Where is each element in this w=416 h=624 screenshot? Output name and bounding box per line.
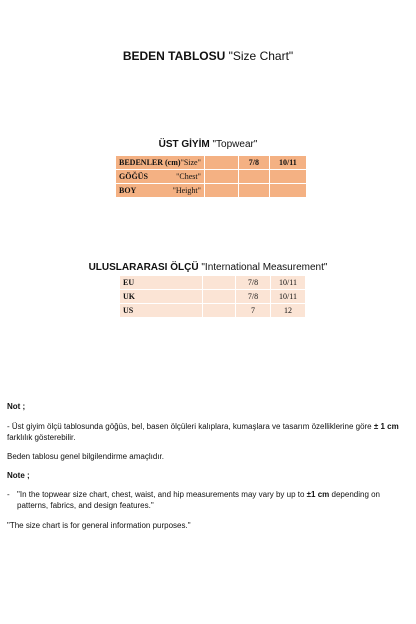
table-cell-empty <box>203 290 236 304</box>
tolerance-bold-en: ±1 cm <box>306 490 330 499</box>
international-heading-plain: "International Measurement" <box>201 262 328 273</box>
table-cell-value: 7/8 <box>236 290 271 304</box>
table-cell-label: US <box>120 304 203 318</box>
turkish-note-line: - Üst giyim ölçü tablosunda göğüs, bel, basen ölçüleri kalıplara, kumaşlara ve tasarım özelliklerine göre ± 1 cm farklılık gösterebilir. <box>7 422 399 442</box>
topwear-size-table <box>115 155 307 198</box>
table-row <box>116 184 307 198</box>
table-cell-value: 10/11 <box>271 276 306 290</box>
turkish-notes <box>7 401 403 531</box>
table-cell-value: 10/11 <box>269 156 306 170</box>
topwear-heading-plain: "Topwear" <box>212 139 258 150</box>
english-info-line: "The size chart is for general information purposes." <box>7 521 191 530</box>
tolerance-bold: ± 1 cm <box>373 422 399 431</box>
table-cell-value: 7 <box>236 304 271 318</box>
table-cell-value: 7/8 <box>238 156 269 170</box>
table-cell-empty <box>203 304 236 318</box>
page-title-bold: BEDEN TABLOSU <box>122 49 226 63</box>
table-cell-value: 12 <box>271 304 306 318</box>
table-cell-value <box>238 184 269 198</box>
page-title <box>0 49 416 63</box>
table-cell-value <box>238 170 269 184</box>
table-cell-value: 7/8 <box>236 276 271 290</box>
english-note-line: - "In the topwear size chart, chest, waist, and hip measurements may vary by up to ±1 cm depending on patterns, fabrics, and design features." <box>7 490 381 510</box>
page-title-subtitle: "Size Chart" <box>228 49 294 63</box>
table-row <box>116 156 307 170</box>
table-cell-label: BOY "Height" <box>116 184 205 198</box>
table-cell-value <box>269 170 306 184</box>
table-row <box>120 290 306 304</box>
table-cell-label: GÖĞÜS "Chest" <box>116 170 205 184</box>
table-cell-empty <box>203 276 236 290</box>
turkish-info-line: Beden tablosu genel bilgilendirme amaçlıdır. <box>7 452 164 461</box>
table-row <box>120 276 306 290</box>
international-heading-bold: ULUSLARARASI ÖLÇÜ <box>88 262 199 273</box>
table-cell-empty <box>204 170 238 184</box>
international-heading <box>0 262 416 273</box>
table-cell-value <box>269 184 306 198</box>
international-size-table <box>119 275 306 318</box>
table-cell-label: EU <box>120 276 203 290</box>
topwear-heading-bold: ÜST GİYİM <box>158 139 210 150</box>
table-cell-empty <box>204 184 238 198</box>
table-cell-label: BEDENLER (cm) "Size" <box>116 156 205 170</box>
not-heading: Not ; <box>7 402 26 411</box>
table-cell-value: 10/11 <box>271 290 306 304</box>
note-heading: Note ; <box>7 471 30 480</box>
table-cell-label: UK <box>120 290 203 304</box>
table-row <box>120 304 306 318</box>
table-row <box>116 170 307 184</box>
table-cell-empty <box>204 156 238 170</box>
topwear-heading <box>0 139 416 150</box>
